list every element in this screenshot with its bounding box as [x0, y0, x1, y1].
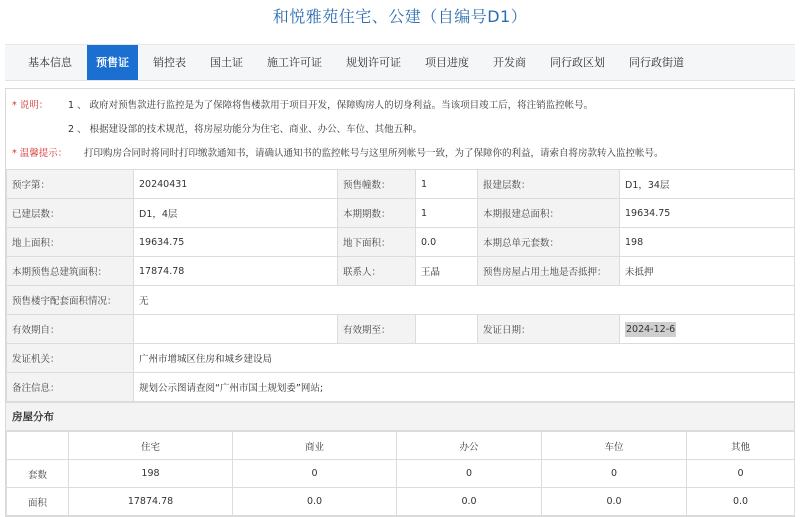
- notice-line-2: [12, 118, 788, 142]
- valid-to-value: [416, 315, 478, 344]
- table-row: [7, 228, 795, 257]
- table-cell: 0.0: [542, 488, 687, 516]
- reported-floors-value: D1，34层: [620, 170, 795, 199]
- table-row: [7, 344, 795, 373]
- column-header: 办公: [397, 432, 542, 460]
- notice-box: [6, 89, 794, 169]
- tab-same-district[interactable]: 同行政区划: [550, 56, 605, 69]
- above-area-label: 地上面积：: [7, 228, 134, 257]
- notice-item-1: 1 、 政府对预售款进行监控是为了保障将售楼款用于项目开发，保障购房人的切身利益。当该项目竣工后，将注销监控帐号。: [68, 100, 594, 111]
- notice-line-3: [12, 142, 788, 166]
- presale-buildings-label: 预售幢数：: [338, 170, 416, 199]
- presale-panel: [5, 88, 795, 517]
- table-cell: 17874.78: [69, 488, 233, 516]
- reported-area-value: 19634.75: [620, 199, 795, 228]
- distribution-title: 房屋分布: [6, 402, 794, 431]
- facility-value: 无: [134, 286, 795, 315]
- built-floors-value: D1，4层: [134, 199, 338, 228]
- table-cell: 0: [542, 460, 687, 488]
- tab-land-certificate[interactable]: 国土证: [210, 56, 243, 69]
- issue-date-value: 2024-12-6: [626, 323, 676, 335]
- tab-same-street[interactable]: 同行政街道: [629, 56, 684, 69]
- distribution-table: [6, 431, 795, 516]
- table-row: [7, 170, 795, 199]
- presale-no-label: 预字第：: [7, 170, 134, 199]
- table-row: [7, 257, 795, 286]
- table-cell: 0.0: [397, 488, 542, 516]
- contact-value: 王晶: [416, 257, 478, 286]
- tip-label: * 温馨提示：: [12, 148, 68, 159]
- notice-item-2: 2 、 根据建设部的技术规范，将房屋功能分为住宅、商业、办公、车位、其他五种。: [68, 124, 423, 135]
- tab-bar: [5, 44, 795, 81]
- tab-construction-permit[interactable]: 施工许可证: [267, 56, 322, 69]
- presale-info-table: [6, 169, 795, 402]
- above-area-value: 19634.75: [134, 228, 338, 257]
- tab-planning-permit[interactable]: 规划许可证: [346, 56, 401, 69]
- total-units-value: 198: [620, 228, 795, 257]
- column-header: 其他: [687, 432, 795, 460]
- table-row: [7, 286, 795, 315]
- tab-presale-permit[interactable]: 预售证: [87, 45, 138, 80]
- table-cell: 0.0: [687, 488, 795, 516]
- remark-value: 规划公示图请查阅“广州市国土规划委”网站;: [134, 373, 795, 402]
- mortgaged-label: 预售房屋占用土地是否抵押：: [478, 257, 620, 286]
- table-cell: 198: [69, 460, 233, 488]
- table-cell: 0: [397, 460, 542, 488]
- total-units-label: 本期总单元套数：: [478, 228, 620, 257]
- row-header: 套数: [7, 460, 69, 488]
- table-header-row: [7, 432, 795, 460]
- tip-text: 打印购房合同时将同时打印缴款通知书，请确认通知书的监控帐号与这里所列帐号一致，为了保障你的利益，请索自将房款转入监控帐号。: [84, 148, 664, 159]
- notice-line-1: [12, 94, 788, 118]
- presale-buildings-value: 1: [416, 170, 478, 199]
- table-row: [7, 373, 795, 402]
- reported-area-label: 本期报建总面积：: [478, 199, 620, 228]
- presale-no-value: 20240431: [134, 170, 338, 199]
- period-label: 本期期数：: [338, 199, 416, 228]
- presale-area-value: 17874.78: [134, 257, 338, 286]
- valid-to-label: 有效期至：: [338, 315, 416, 344]
- issuer-label: 发证机关：: [7, 344, 134, 373]
- row-header: 面积: [7, 488, 69, 516]
- table-cell: 0: [233, 460, 397, 488]
- tab-sales-control[interactable]: 销控表: [153, 56, 186, 69]
- page-title: 和悦雅苑住宅、公建（自编号D1）: [272, 7, 528, 26]
- mortgaged-value: 未抵押: [620, 257, 795, 286]
- valid-from-label: 有效期自：: [7, 315, 134, 344]
- table-row: [7, 460, 795, 488]
- table-cell: 0.0: [233, 488, 397, 516]
- presale-area-label: 本期预售总建筑面积：: [7, 257, 134, 286]
- below-area-value: 0.0: [416, 228, 478, 257]
- issue-date-cell: [620, 315, 795, 344]
- table-cell: 0: [687, 460, 795, 488]
- column-header: [7, 432, 69, 460]
- contact-label: 联系人：: [338, 257, 416, 286]
- reported-floors-label: 报建层数：: [478, 170, 620, 199]
- explain-label: * 说明：: [12, 100, 49, 111]
- table-row: [7, 488, 795, 516]
- table-row: [7, 199, 795, 228]
- tab-basic-info[interactable]: 基本信息: [28, 56, 72, 69]
- below-area-label: 地下面积：: [338, 228, 416, 257]
- column-header: 住宅: [69, 432, 233, 460]
- built-floors-label: 已建层数：: [7, 199, 134, 228]
- tab-project-progress[interactable]: 项目进度: [425, 56, 469, 69]
- tab-developer[interactable]: 开发商: [493, 56, 526, 69]
- remark-label: 备注信息：: [7, 373, 134, 402]
- period-value: 1: [416, 199, 478, 228]
- issue-date-label: 发证日期：: [478, 315, 620, 344]
- facility-label: 预售楼宇配套面积情况：: [7, 286, 134, 315]
- valid-from-value: [134, 315, 338, 344]
- issuer-value: 广州市增城区住房和城乡建设局: [134, 344, 795, 373]
- table-row: [7, 315, 795, 344]
- column-header: 车位: [542, 432, 687, 460]
- column-header: 商业: [233, 432, 397, 460]
